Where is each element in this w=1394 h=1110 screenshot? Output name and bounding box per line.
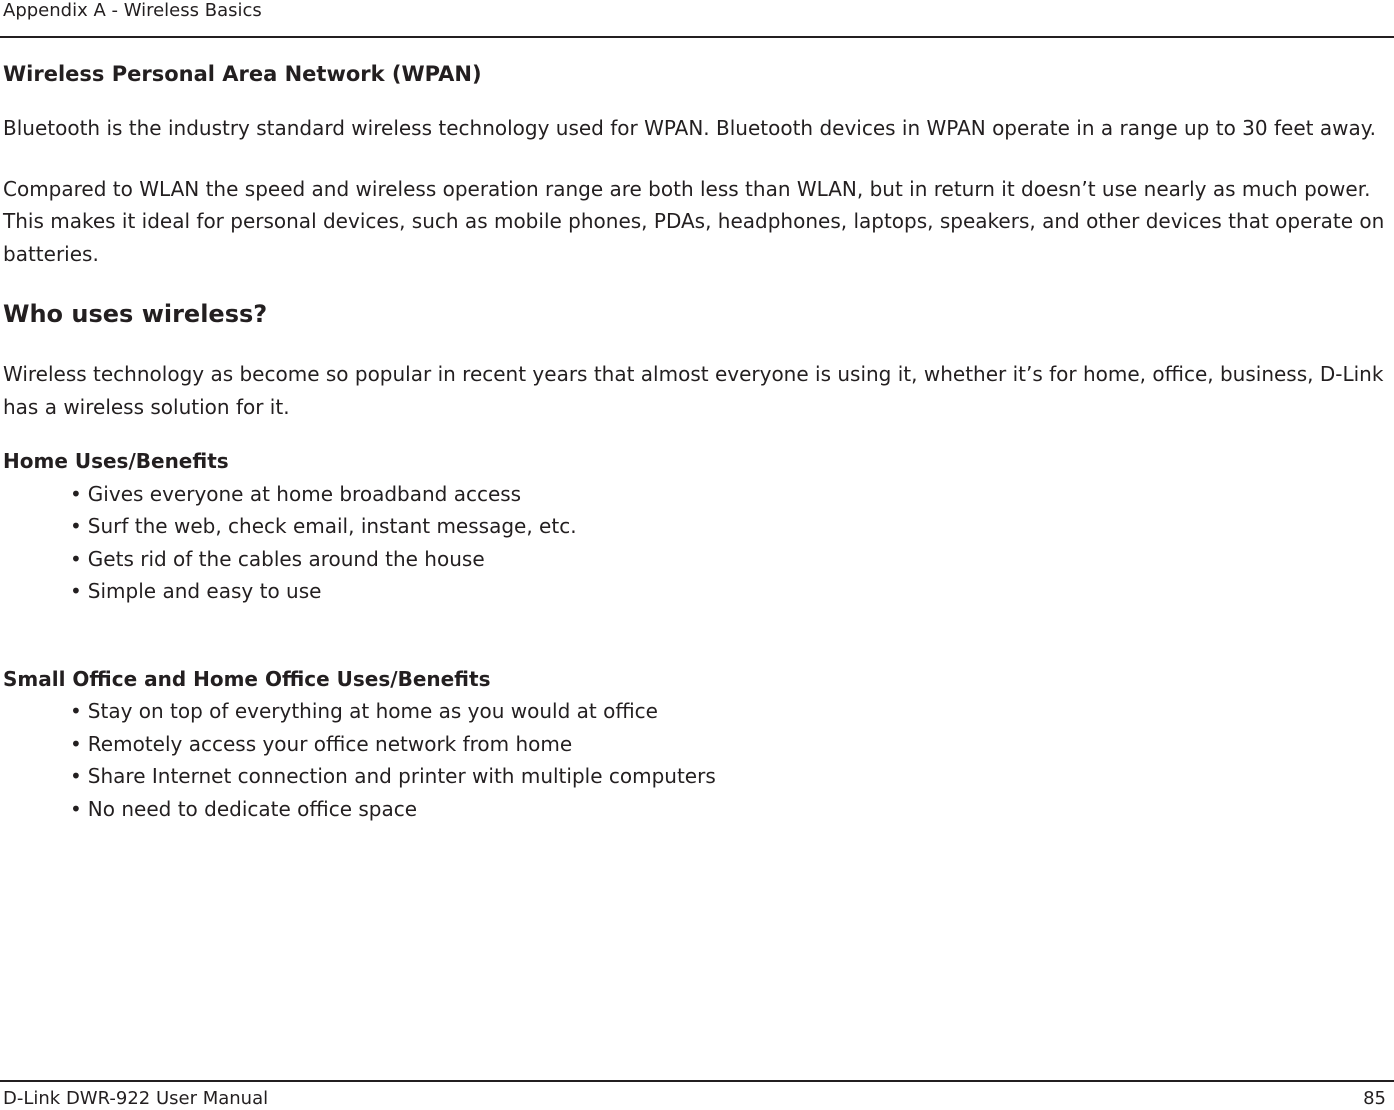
list-item <box>70 510 1391 543</box>
list-item-text: Remotely access your office network from home <box>87 731 573 756</box>
who-uses-heading: Who uses wireless? <box>3 300 268 328</box>
header-divider <box>0 36 1394 38</box>
page-number: 85 <box>1363 1088 1386 1109</box>
spacer <box>3 423 1391 445</box>
bullet-icon: • <box>70 699 82 723</box>
spacer <box>3 145 1391 173</box>
bullet-icon: • <box>70 481 82 506</box>
bullet-icon: • <box>70 579 82 603</box>
list-item-text: Share Internet connection and printer with multiple computers <box>87 764 716 788</box>
bullet-icon: • <box>70 764 82 788</box>
list-item <box>70 793 1391 826</box>
bullet-icon: • <box>70 514 82 538</box>
list-item <box>70 728 1391 761</box>
list-item-text: Stay on top of everything at home as you would at office <box>87 699 658 723</box>
list-item-text: Surf the web, check email, instant message, etc. <box>87 514 577 538</box>
footer-manual-title: D-Link DWR-922 User Manual <box>3 1088 269 1109</box>
spacer <box>3 330 1391 358</box>
wpan-heading: Wireless Personal Area Network (WPAN) <box>3 62 482 86</box>
bullet-icon: • <box>70 546 82 571</box>
page-header-title: Appendix A - Wireless Basics <box>3 0 262 21</box>
list-item-text: No need to dedicate office space <box>87 796 418 821</box>
bullet-icon: • <box>70 731 82 756</box>
list-item <box>70 478 1391 511</box>
home-benefits-heading: Home Uses/Benefits <box>3 449 229 473</box>
who-uses-paragraph: Wireless technology as become so popular in recent years that almost everyone is using it, whether it’s for home, office, business, D-Link has a wireless solution for it. <box>3 362 1384 419</box>
footer-divider <box>0 1080 1394 1082</box>
list-item-text: Gives everyone at home broadband access <box>87 481 522 506</box>
office-benefits-list <box>3 695 1391 825</box>
office-benefits-heading: Small Office and Home Office Uses/Benefits <box>3 666 491 691</box>
list-item <box>70 543 1391 576</box>
wpan-paragraph-1: Bluetooth is the industry standard wireless technology used for WPAN. Bluetooth devices in WPAN operate in a range up to 30 feet away. <box>3 116 1377 140</box>
bullet-icon: • <box>70 796 82 821</box>
wpan-paragraph-2: Compared to WLAN the speed and wireless operation range are both less than WLAN, but in return it doesn’t use nearly as much power. This makes it ideal for personal devices, such as mobile phones, PDAs, headphones, laptops, speakers, and other devices that operate on batteries. <box>3 176 1385 266</box>
list-item-text: Simple and easy to use <box>87 579 322 603</box>
list-item <box>70 575 1391 608</box>
list-item <box>70 695 1391 728</box>
home-benefits-list <box>3 478 1391 608</box>
page-content <box>3 58 1391 825</box>
spacer <box>3 608 1391 663</box>
spacer <box>3 90 1391 112</box>
spacer <box>3 270 1391 298</box>
list-item <box>70 760 1391 793</box>
list-item-text: Gets rid of the cables around the house <box>87 546 485 571</box>
